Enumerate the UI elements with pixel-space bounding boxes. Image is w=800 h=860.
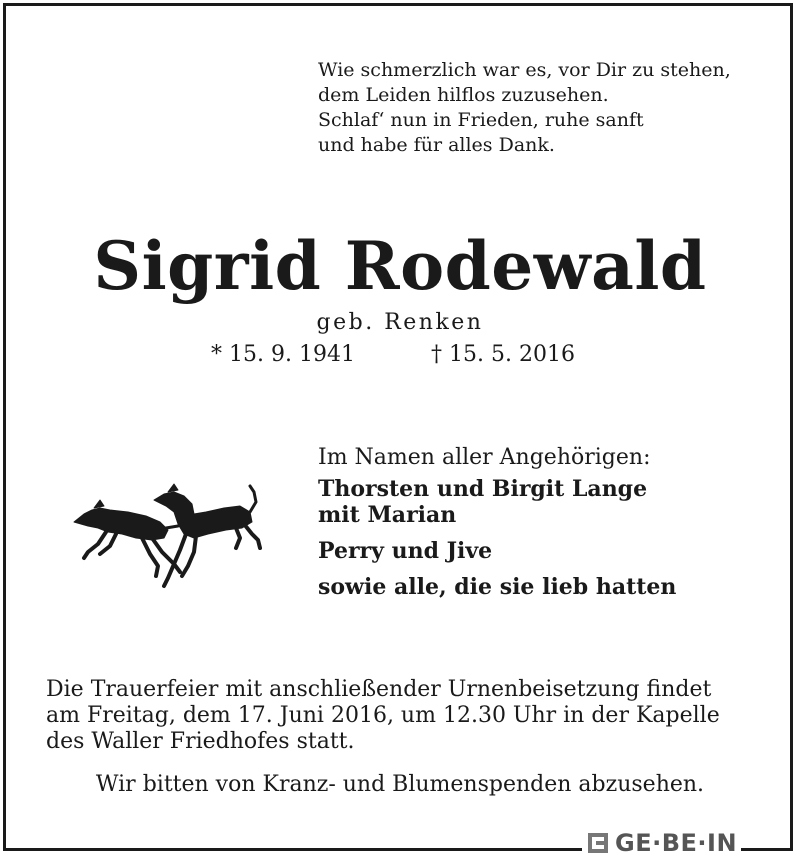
poem-line: Wie schmerzlich war es, vor Dir zu stehen, (318, 59, 731, 81)
ceremony-line: am Freitag, dem 17. Juni 2016, um 12.30 Uhr in der Kapelle (46, 703, 720, 728)
ceremony-line: Die Trauerfeier mit anschließender Urnenbeisetzung findet (46, 677, 712, 702)
poem-line: dem Leiden hilflos zuzusehen. (318, 84, 609, 106)
mourners-group-2 (318, 538, 676, 564)
mourners-group-3 (318, 574, 676, 600)
donation-request: Wir bitten von Kranz- und Blumenspenden abzusehen. (95, 772, 705, 797)
mourner-line: mit Marian (318, 502, 457, 528)
poem-line: und habe für alles Dank. (318, 134, 555, 156)
mourners-group-1 (318, 476, 676, 528)
death-date: † 15. 5. 2016 (431, 342, 575, 367)
poem-line: Schlaf‘ nun in Frieden, ruhe sanft (318, 109, 644, 131)
logo-text: GE·BE·IN (615, 829, 738, 857)
ceremony-info (46, 677, 720, 755)
running-greyhounds-icon (70, 478, 265, 590)
mourners-block (318, 445, 676, 610)
mourner-line: Perry und Jive (318, 538, 493, 564)
deceased-name: Sigrid Rodewald (93, 227, 707, 305)
mourner-line: sowie alle, die sie lieb hatten (318, 574, 677, 600)
mourner-line: Thorsten und Birgit Lange (318, 476, 648, 502)
publisher-logo (582, 829, 741, 857)
mourners-intro: Im Namen aller Angehörigen: (318, 445, 651, 470)
birth-date: * 15. 9. 1941 (211, 342, 355, 367)
poem (318, 58, 731, 158)
gebein-logo-icon (586, 831, 610, 855)
maiden-name: geb. Renken (316, 310, 484, 335)
ceremony-line: des Waller Friedhofes statt. (46, 729, 355, 754)
